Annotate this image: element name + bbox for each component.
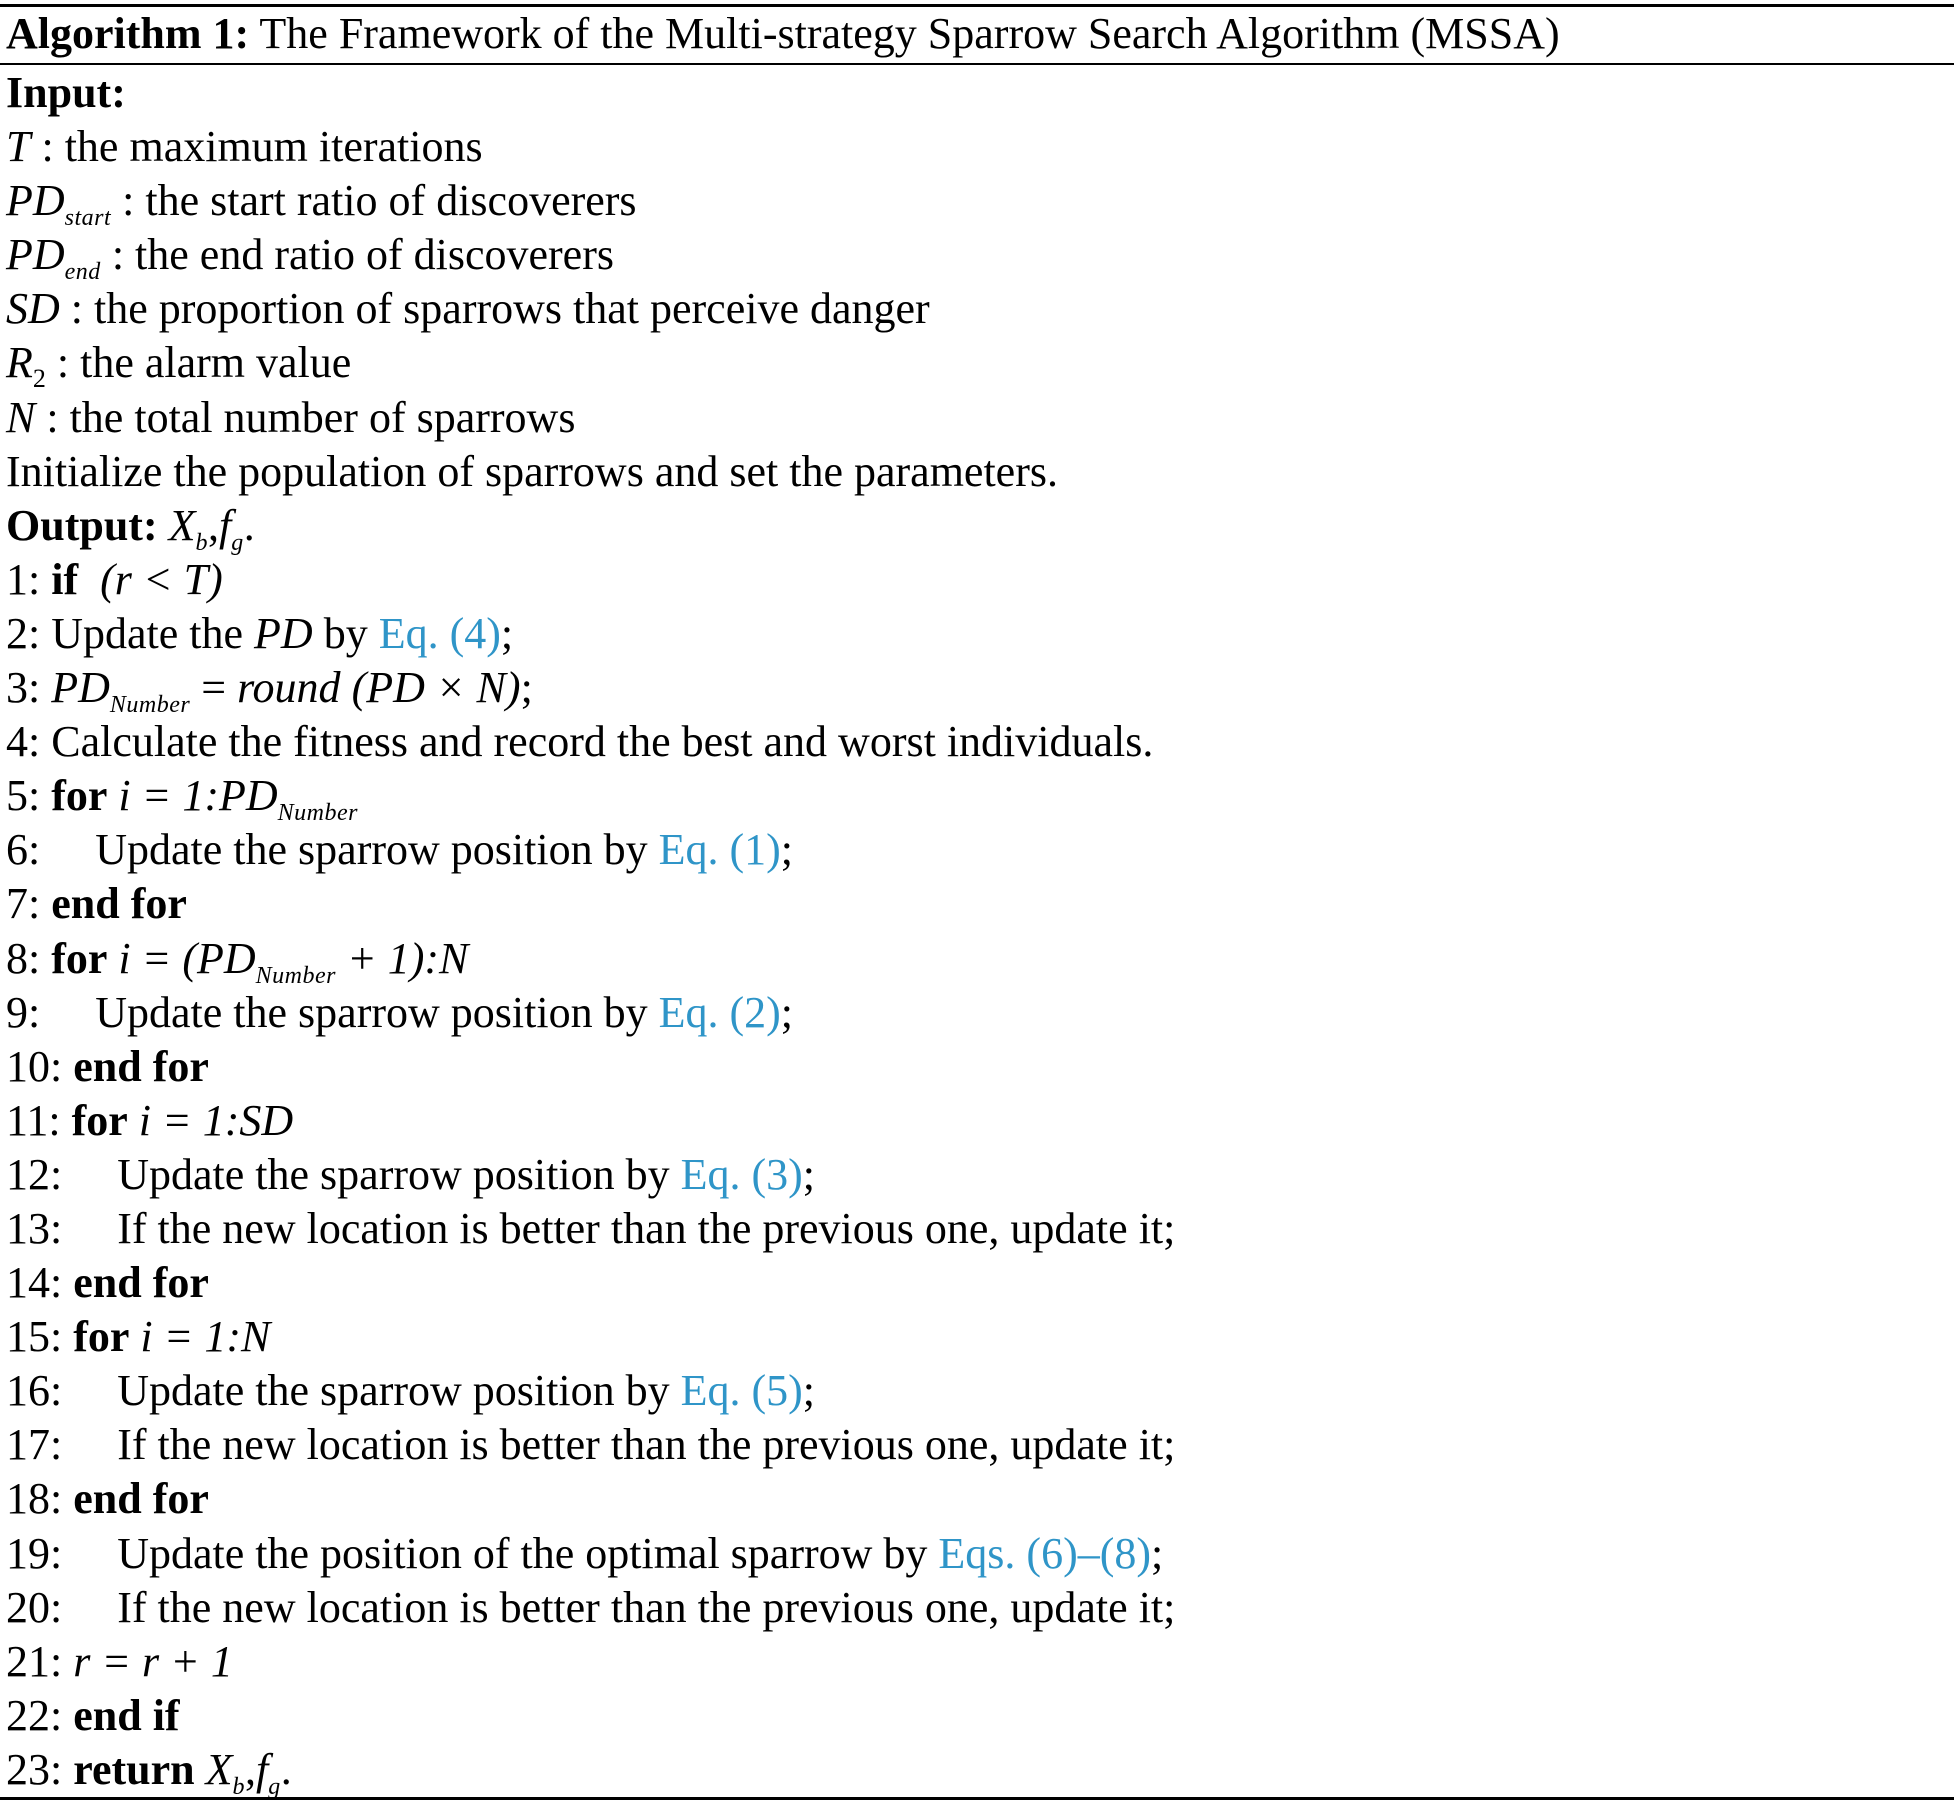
algo-line-16 — [6, 1364, 1946, 1418]
line-punct: ; — [780, 825, 793, 875]
math-symbol: PD — [197, 933, 256, 983]
line-number: 17: — [6, 1420, 63, 1470]
param-symbol: PD — [6, 230, 65, 280]
param-desc: : the start ratio of discoverers — [111, 176, 637, 226]
algo-line-4 — [6, 715, 1946, 769]
init-line: Initialize the population of sparrows and set the parameters. — [6, 446, 1058, 496]
line-number: 7: — [6, 879, 41, 929]
algo-line-22 — [6, 1689, 1946, 1743]
math-subscript: Number — [255, 962, 336, 989]
line-text: If the new location is better than the previous one, update it; — [117, 1582, 1176, 1632]
line-text: Update the sparrow position by — [117, 1366, 681, 1416]
line-number: 1: — [6, 554, 41, 604]
output-f: f — [218, 500, 232, 550]
algo-line-6 — [6, 823, 1946, 877]
param-line — [6, 336, 1946, 394]
return-f: f — [256, 1744, 269, 1794]
param-subscript: 2 — [32, 364, 46, 394]
line-text: Update the sparrow position by — [95, 825, 659, 875]
param-line — [6, 391, 1946, 445]
equation-link[interactable]: Eq. (1) — [658, 825, 781, 875]
line-number: 2: — [6, 608, 41, 658]
line-text: If the new location is better than the previous one, update it; — [117, 1203, 1176, 1253]
param-desc: : the alarm value — [45, 338, 352, 388]
algo-line-13 — [6, 1202, 1946, 1256]
keyword: for — [71, 1095, 128, 1145]
math-expr: (PD × N) — [340, 663, 521, 713]
return-x: X — [205, 1744, 233, 1794]
math-expr: i = 1:N — [140, 1312, 271, 1362]
param-symbol: N — [6, 392, 36, 442]
param-desc: : the maximum iterations — [30, 122, 483, 172]
algo-line-17 — [6, 1418, 1946, 1472]
top-rule — [0, 4, 1954, 7]
math-expr: i = 1: — [118, 771, 219, 821]
output-x: X — [168, 500, 196, 550]
param-line — [6, 282, 1946, 336]
line-number: 11: — [6, 1095, 61, 1145]
algorithm-caption — [6, 8, 1560, 60]
algo-line-2 — [6, 607, 1946, 661]
line-punct: ; — [802, 1149, 815, 1199]
param-subscript: end — [64, 259, 101, 286]
line-punct: ; — [520, 663, 533, 713]
caption-title: The Framework of the Multi-strategy Sparrow Search Algorithm (MSSA) — [259, 9, 1560, 58]
param-line — [6, 174, 1946, 232]
caption-rule — [0, 63, 1954, 65]
keyword: end for — [51, 879, 187, 929]
math-symbol: PD — [219, 771, 278, 821]
equation-link[interactable]: Eqs. (6)–(8) — [938, 1528, 1152, 1578]
algo-line-9 — [6, 986, 1946, 1040]
line-text: If the new location is better than the previous one, update it; — [117, 1420, 1176, 1470]
line-number: 5: — [6, 771, 41, 821]
output-line — [6, 499, 1946, 556]
math-expr: i = 1:SD — [138, 1095, 294, 1145]
return-f-subscript: g — [268, 1773, 281, 1800]
math-subscript: Number — [109, 692, 191, 719]
line-punct: ; — [802, 1366, 815, 1416]
line-text: Calculate the fitness and record the best and worst individuals. — [51, 717, 1154, 767]
line-punct: ; — [500, 608, 514, 658]
equation-link[interactable]: Eq. (4) — [378, 608, 501, 658]
math-expr: + 1):N — [336, 933, 469, 983]
output-sep: , — [207, 500, 219, 550]
algorithm-body — [6, 66, 1946, 1800]
line-number: 16: — [6, 1366, 63, 1416]
return-end: . — [280, 1744, 292, 1794]
line-text: Update the — [51, 608, 255, 658]
line-punct: ; — [780, 987, 793, 1037]
line-number: 19: — [6, 1528, 63, 1578]
algo-line-11 — [6, 1094, 1946, 1148]
line-number: 20: — [6, 1582, 63, 1632]
line-text: Update the position of the optimal sparrow by — [117, 1528, 939, 1578]
param-line — [6, 120, 1946, 174]
math-function: round — [237, 663, 341, 713]
algo-line-5 — [6, 769, 1946, 827]
line-number: 8: — [6, 933, 41, 983]
line-number: 21: — [6, 1636, 63, 1686]
keyword: end for — [73, 1474, 209, 1524]
algo-line-12 — [6, 1148, 1946, 1202]
math-symbol: PD — [254, 608, 313, 658]
keyword: end for — [73, 1041, 209, 1091]
line-number: 15: — [6, 1312, 63, 1362]
output-end: . — [243, 500, 255, 550]
line-number: 13: — [6, 1203, 63, 1253]
algo-line-21 — [6, 1635, 1946, 1689]
keyword: for — [51, 771, 108, 821]
param-symbol: SD — [6, 284, 60, 334]
algo-line-15 — [6, 1310, 1946, 1364]
line-punct: ; — [1151, 1528, 1164, 1578]
line-number: 6: — [6, 825, 41, 875]
equation-link[interactable]: Eq. (3) — [680, 1149, 803, 1199]
line-text: Update the sparrow position by — [117, 1149, 681, 1199]
output-f-subscript: g — [231, 529, 244, 556]
param-line — [6, 228, 1946, 286]
keyword: end for — [73, 1258, 209, 1308]
caption-label: Algorithm 1: — [6, 9, 250, 58]
math-expr: (r < T) — [100, 554, 223, 604]
algo-line-10 — [6, 1040, 1946, 1094]
param-desc: : the end ratio of discoverers — [100, 230, 614, 280]
math-subscript: Number — [277, 800, 358, 827]
line-number: 14: — [6, 1258, 63, 1308]
math-expr: i = ( — [118, 933, 197, 983]
math-expr: r = r + 1 — [73, 1636, 233, 1686]
line-number: 3: — [6, 663, 41, 713]
line-text: by — [312, 608, 379, 658]
param-symbol: T — [6, 122, 31, 172]
algo-line-1 — [6, 553, 1946, 607]
equation-link[interactable]: Eq. (5) — [680, 1366, 803, 1416]
line-text: Update the sparrow position by — [95, 987, 659, 1037]
keyword: for — [51, 933, 108, 983]
line-number: 4: — [6, 717, 41, 767]
output-x-subscript: b — [195, 529, 208, 556]
math-symbol: PD — [51, 663, 110, 713]
param-desc: : the total number of sparrows — [35, 392, 576, 442]
math-op: = — [190, 663, 238, 713]
algo-line-23 — [6, 1743, 1946, 1800]
algo-line-14 — [6, 1256, 1946, 1310]
keyword: end if — [73, 1690, 180, 1740]
output-heading: Output: — [6, 500, 158, 550]
bottom-rule — [0, 1797, 1954, 1800]
input-heading: Input: — [6, 68, 126, 117]
keyword: return — [73, 1744, 195, 1794]
keyword: if — [51, 554, 79, 604]
algo-line-3 — [6, 661, 1946, 719]
algo-line-20 — [6, 1581, 1946, 1635]
equation-link[interactable]: Eq. (2) — [658, 987, 781, 1037]
algo-line-18 — [6, 1472, 1946, 1526]
line-number: 9: — [6, 987, 41, 1037]
return-sep: , — [245, 1744, 257, 1794]
keyword: for — [73, 1312, 130, 1362]
algo-line-8 — [6, 932, 1946, 989]
return-x-subscript: b — [232, 1773, 246, 1800]
param-symbol: R — [6, 338, 33, 388]
param-subscript: start — [64, 205, 112, 232]
param-symbol: PD — [6, 176, 65, 226]
line-number: 12: — [6, 1149, 63, 1199]
line-number: 18: — [6, 1474, 63, 1524]
param-desc: : the proportion of sparrows that perceive danger — [59, 284, 930, 334]
line-number: 10: — [6, 1041, 63, 1091]
algo-line-19 — [6, 1527, 1946, 1581]
line-number: 22: — [6, 1690, 63, 1740]
algo-line-7 — [6, 877, 1946, 931]
line-number: 23: — [6, 1744, 63, 1794]
